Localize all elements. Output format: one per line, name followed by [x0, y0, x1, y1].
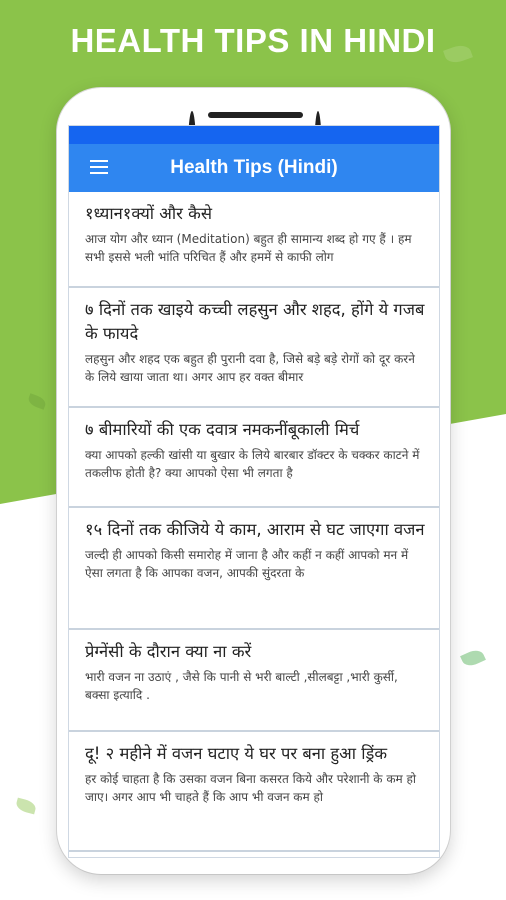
article-title: प्रेग्नेंसी के दौरान क्या ना करें	[85, 642, 252, 661]
article-excerpt: जल्दी ही आपको किसी समारोह में जाना है और कहीं न कहीं आपको मन में ऐसा लगता है कि आपका वजन, आपकी सुंदरता के	[85, 548, 409, 580]
article-card[interactable]	[69, 732, 439, 852]
article-excerpt: भारी वजन ना उठाएं , जैसे कि पानी से भरी बाल्टी ,सीलबट्टा ,भारी कुर्सी, बक्सा इत्यादि .	[85, 670, 398, 702]
article-excerpt: आज योग और ध्यान (Meditation) बहुत ही सामान्य शब्द हो गए हैं । हम सभी इससे भली भांति परिचित हैं और हममें से काफी लोग	[85, 232, 412, 264]
phone-screen	[68, 125, 440, 858]
article-list	[69, 192, 439, 858]
article-title: १५ दिनों तक कीजिये ये काम, आराम से घट जाएगा वजन	[85, 520, 425, 539]
article-card-partial[interactable]	[69, 852, 439, 858]
app-title: Health Tips (Hindi)	[170, 157, 338, 178]
article-card[interactable]	[69, 288, 439, 408]
leaf-decoration	[27, 393, 48, 409]
article-title: दू! २ महीने में वजन घटाए ये घर पर बना हुआ ड्रिंक	[85, 744, 388, 763]
article-card[interactable]	[69, 408, 439, 508]
article-excerpt: हर कोई चाहता है कि उसका वजन बिना कसरत किये और परेशानी के कम हो जाए। अगर आप भी चाहते हैं कि आप भी वजन कम हो	[85, 772, 417, 804]
article-title: ७ दिनों तक खाइये कच्ची लहसुन और शहद, होंगे ये गजब के फायदे	[85, 300, 425, 343]
article-title: १ध्यान१क्यों और कैसे	[85, 204, 212, 223]
article-excerpt: लहसुन और शहद एक बहुत ही पुरानी दवा है, जिसे बड़े बड़े रोगों को दूर करने के लिये खाया जाता था। अगर आप हर वक्त बीमार	[85, 352, 415, 384]
article-card[interactable]	[69, 508, 439, 630]
speaker-grille	[208, 112, 303, 118]
app-bar	[69, 144, 439, 192]
status-bar	[69, 126, 439, 144]
article-card[interactable]	[69, 630, 439, 732]
promo-headline: HEALTH TIPS IN HINDI	[70, 22, 436, 59]
article-excerpt: क्या आपको हल्की खांसी या बुखार के लिये बारबार डॉक्टर के चक्कर काटने में तकलीफ होती है? क्या आपको ऐसा भी लगता है	[85, 448, 420, 480]
article-title: ७ बीमारियों की एक दवात्र नमकनींबूकाली मिर्च	[85, 420, 360, 439]
article-card[interactable]	[69, 192, 439, 288]
